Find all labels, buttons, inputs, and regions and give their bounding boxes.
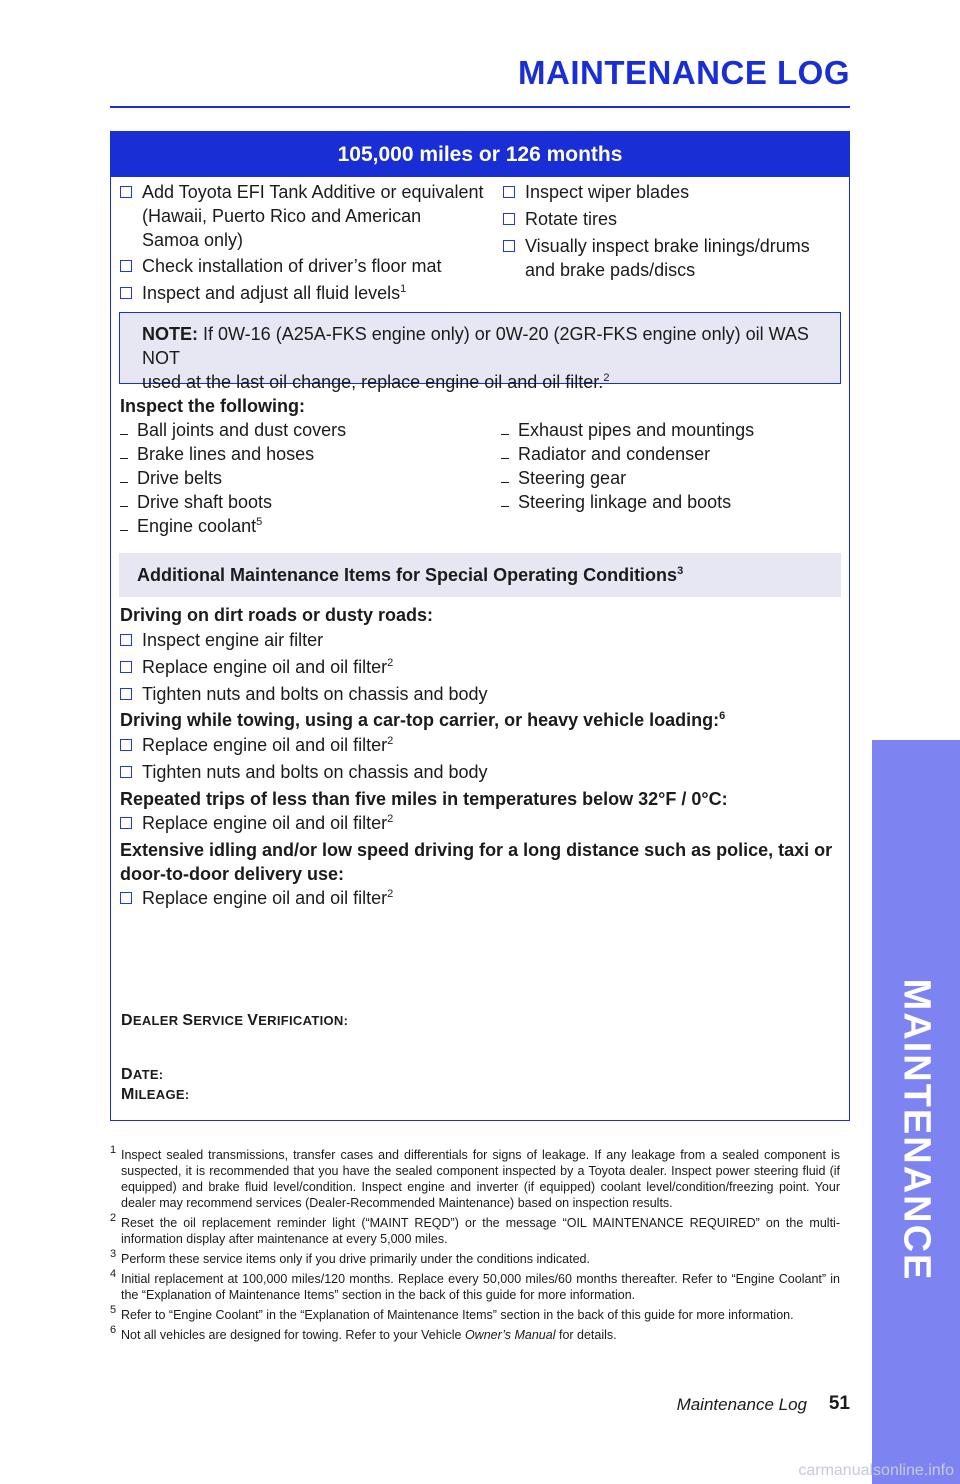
task-efi-additive (120, 180, 484, 252)
condition-heading: Extensive idling and/or low speed driving for a long distance such as police, taxi or (120, 840, 833, 860)
footnote: 1 Inspect sealed transmissions, transfer cases and differentials for signs of leakage. If any leakage from a sealed component is suspected, it is recommended that you have the sealed component inspected by a Toyota dealer. Inspect power steering fluid (if equipped) and brake fluid level/condition. Inspect engine and inverter (if equipped) coolant level/condition/freezing point. Your dealer may recommend services (Dealer-Recommended Maintenance) based on inspection results. (110, 1144, 840, 1210)
task-rotate-tires (503, 207, 617, 231)
task-brake-inspection (503, 234, 810, 282)
inspect-item: Drive belts (120, 466, 222, 490)
footnote: 4 Initial replacement at 100,000 miles/120 months. Replace every 50,000 miles/60 months thereafter. Refer to “Engine Coolant” in the “Explanation of Maintenance Items” section in the back of this guide for more information. (110, 1268, 840, 1302)
inspect-item: Steering linkage and boots (501, 490, 731, 514)
inspect-item: Engine coolant$^5$ (120, 514, 262, 538)
task-wiper-blades (503, 180, 689, 204)
task-text: Inspect and adjust all fluid levels (142, 283, 401, 303)
note-text: If 0W-16 (A25A-FKS engine only) or 0W-20 (2GR-FKS engine only) oil WAS NOT (142, 324, 809, 368)
footnote: 3 Perform these service items only if you drive primarily under the conditions indicated. (110, 1248, 590, 1266)
inspect-item: Ball joints and dust covers (120, 418, 346, 442)
maintenance-interval-box (110, 131, 850, 1121)
inspect-item: Steering gear (501, 466, 626, 490)
header-divider (110, 106, 850, 108)
condition-heading: Repeated trips of less than five miles in temperatures below 32°F / 0°C: (120, 789, 728, 809)
checkbox[interactable] (120, 739, 132, 751)
page-number: 51 (828, 1393, 850, 1414)
note-text: used at the last oil change, replace engine oil and oil filter. (142, 372, 604, 392)
condition-item: Inspect engine air filter (120, 628, 323, 652)
condition-heading: Driving on dirt roads or dusty roads: (120, 605, 434, 625)
inspect-item: Drive shaft boots (120, 490, 272, 514)
footer-section-label: Maintenance Log (676, 1395, 807, 1414)
inspect-item: Exhaust pipes and mountings (501, 418, 754, 442)
checkbox[interactable] (120, 817, 132, 829)
section-tab-label: MAINTENANCE (895, 978, 938, 1282)
task-text: Check installation of driver’s floor mat (142, 256, 442, 276)
page-title: MAINTENANCE LOG (518, 54, 850, 91)
footnotes (110, 1144, 840, 1347)
checkbox[interactable] (503, 213, 515, 225)
footnote-ref: 1 (400, 283, 407, 295)
task-text: Inspect wiper blades (525, 182, 690, 202)
checkbox[interactable] (120, 260, 132, 272)
footnote-ref: 5 (256, 516, 263, 528)
footnote-ref: 3 (677, 565, 684, 577)
footnote-ref: 2 (603, 372, 610, 384)
dealer-verification-label: DEALER SERVICE VERIFICATION: (121, 1012, 349, 1029)
checkbox[interactable] (120, 688, 132, 700)
condition-item: Replace engine oil and oil filter$^2$ (120, 811, 393, 835)
section-tab[interactable] (872, 740, 960, 1484)
task-text: (Hawaii, Puerto Rico and American (142, 206, 422, 226)
footnote: 5 Refer to “Engine Coolant” in the “Explanation of Maintenance Items” section in the back of this guide for more information. (110, 1304, 794, 1322)
note-label: NOTE: (142, 324, 198, 344)
condition-item: Replace engine oil and oil filter$^2$ (120, 733, 393, 757)
date-label: DATE: (121, 1066, 164, 1083)
condition-item: Replace engine oil and oil filter$^2$ (120, 886, 393, 910)
condition-item: Tighten nuts and bolts on chassis and body (120, 760, 488, 784)
footnote: 6 Not all vehicles are designed for towing. Refer to your Vehicle Owner’s Manual for details. (110, 1324, 617, 1342)
checkbox[interactable] (120, 634, 132, 646)
checkbox[interactable] (120, 892, 132, 904)
mileage-label: MILEAGE: (121, 1086, 190, 1103)
condition-item: Tighten nuts and bolts on chassis and body (120, 682, 488, 706)
checkbox[interactable] (120, 186, 132, 198)
oil-note (119, 312, 841, 392)
interval-title: 105,000 miles or 126 months (111, 132, 849, 177)
checkbox[interactable] (503, 240, 515, 252)
condition-item: Replace engine oil and oil filter$^2$ (120, 655, 393, 679)
condition-heading: door-to-door delivery use: (120, 864, 345, 884)
inspect-heading: Inspect the following: (120, 396, 305, 416)
checkbox[interactable] (120, 661, 132, 673)
task-text: Samoa only) (142, 230, 244, 250)
task-text: Add Toyota EFI Tank Additive or equivalent (142, 182, 484, 202)
watermark: carmanualsonline.info (798, 1462, 954, 1479)
checkbox[interactable] (503, 186, 515, 198)
task-text: and brake pads/discs (525, 260, 696, 280)
checkbox[interactable] (120, 287, 132, 299)
task-floor-mat (120, 254, 441, 278)
special-conditions-header: Additional Maintenance Items for Special Operating Conditions$^3$ (119, 553, 841, 597)
footnote: 2 Reset the oil replacement reminder light (“MAINT REQD”) or the message “OIL MAINTENANCE REQUIRED” on the multi-information display after maintenance at every 5,000 miles. (110, 1212, 840, 1246)
checkbox[interactable] (120, 766, 132, 778)
task-fluid-levels (120, 281, 406, 305)
inspect-item: Radiator and condenser (501, 442, 710, 466)
task-text: Visually inspect brake linings/drums (525, 236, 810, 256)
condition-heading: Driving while towing, using a car-top carrier, or heavy vehicle loading:$^6$ (120, 710, 726, 730)
task-text: Rotate tires (525, 209, 618, 229)
inspect-item: Brake lines and hoses (120, 442, 314, 466)
